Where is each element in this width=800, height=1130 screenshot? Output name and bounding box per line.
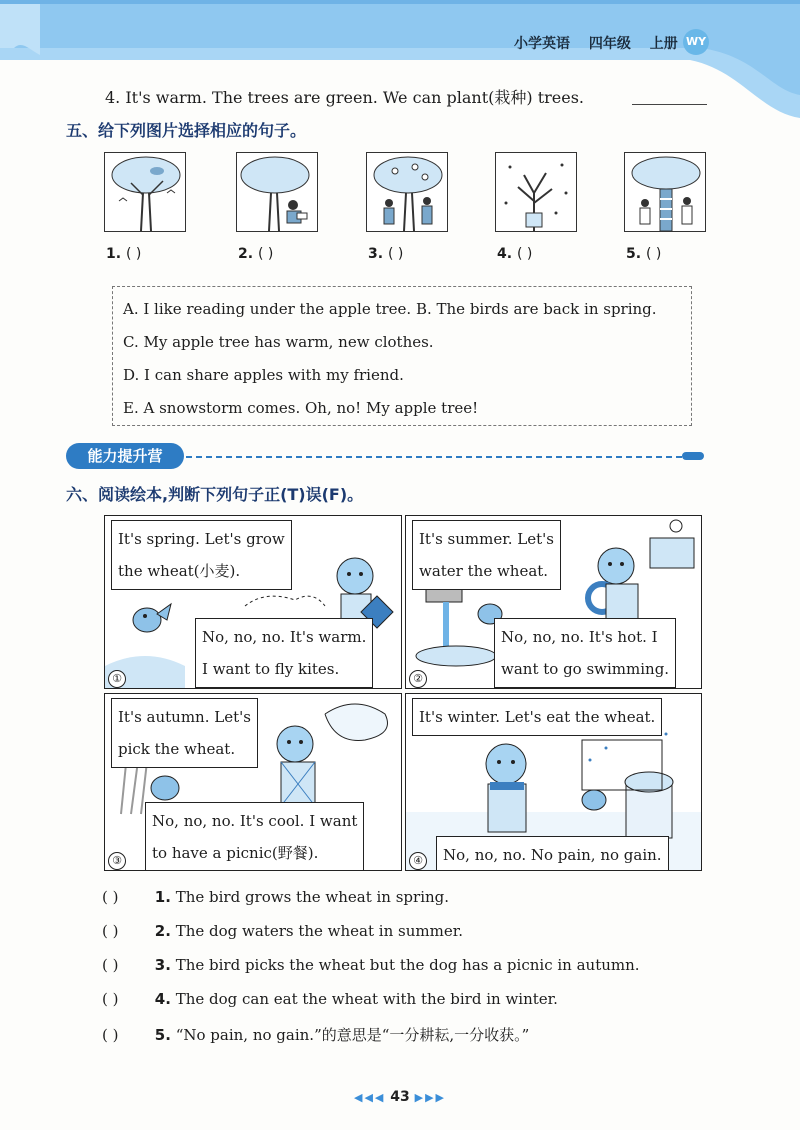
answer-blank-line[interactable] <box>632 104 707 105</box>
tree-clothes-illustration <box>625 153 706 232</box>
speech-bubble-top: It's winter. Let's eat the wheat. <box>412 698 662 736</box>
header-volume: 上册 <box>649 36 678 52</box>
picture-label-5: 5. ( ) <box>626 246 662 262</box>
comic-panel-4 <box>405 693 702 871</box>
answer-paren[interactable]: ( ) <box>102 888 119 906</box>
speech-bubble-top: It's summer. Let's water the wheat. <box>412 520 561 590</box>
sharing-apples-illustration <box>367 153 448 232</box>
picture-label-4: 4. ( ) <box>497 246 533 262</box>
answer-paren-5[interactable]: ( ) <box>645 246 662 262</box>
picture-4 <box>495 152 577 232</box>
answer-paren[interactable]: ( ) <box>102 990 119 1008</box>
options-box <box>112 286 692 426</box>
section6-title: 六、阅读绘本,判断下列句子正(T)误(F)。 <box>66 485 364 504</box>
question-4-line: 4. It's warm. The trees are green. We can plant(栽种) trees. <box>105 88 585 107</box>
ability-banner: 能力提升营 <box>66 443 184 469</box>
answer-paren[interactable]: ( ) <box>102 956 119 974</box>
option-line: D. I can share apples with my friend. <box>123 366 404 384</box>
picture-2 <box>236 152 318 232</box>
answer-paren-4[interactable]: ( ) <box>516 246 533 262</box>
answer-paren[interactable]: ( ) <box>102 1026 119 1044</box>
wy-badge: WY <box>683 29 709 55</box>
reading-under-tree-illustration <box>237 153 318 232</box>
answer-paren[interactable]: ( ) <box>102 922 119 940</box>
comic-panel-3 <box>104 693 402 871</box>
answer-paren-2[interactable]: ( ) <box>257 246 274 262</box>
speech-bubble-top: It's autumn. Let's pick the wheat. <box>111 698 258 768</box>
panel-number: ④ <box>409 852 427 870</box>
panel-number: ② <box>409 670 427 688</box>
header-grade: 四年级 <box>588 36 631 52</box>
picture-3 <box>366 152 448 232</box>
picture-label-3: 3. ( ) <box>368 246 404 262</box>
header-meta <box>514 33 692 53</box>
pencil-icon <box>682 452 704 460</box>
page-footer <box>0 1089 800 1105</box>
picture-5 <box>624 152 706 232</box>
picture-1 <box>104 152 186 232</box>
option-line: A. I like reading under the apple tree. B. The birds are back in spring. <box>123 300 657 318</box>
right-arrows-icon: ▶▶▶ <box>414 1091 446 1104</box>
speech-bubble-top: It's spring. Let's grow the wheat(小麦). <box>111 520 292 590</box>
comic-panel-1 <box>104 515 402 689</box>
answer-paren-3[interactable]: ( ) <box>387 246 404 262</box>
statement-row: ( ) 3. The bird picks the wheat but the dog has a picnic in autumn. <box>102 956 640 974</box>
statement-row: ( ) 2. The dog waters the wheat in summer. <box>102 922 463 940</box>
statement-row: ( ) 5. “No pain, no gain.”的意思是“一分耕耘,一分收获。” <box>102 1026 530 1044</box>
speech-bubble-bottom: No, no, no. It's cool. I want to have a picnic(野餐). <box>145 802 364 871</box>
speech-bubble-bottom: No, no, no. No pain, no gain. <box>436 836 669 871</box>
picture-label-1: 1. ( ) <box>106 246 142 262</box>
banner-divider <box>186 456 682 458</box>
answer-paren-1[interactable]: ( ) <box>125 246 142 262</box>
page-number: 43 <box>390 1089 410 1105</box>
left-arrows-icon: ◀◀◀ <box>353 1091 386 1104</box>
picture-label-2: 2. ( ) <box>238 246 274 262</box>
tree-bird-illustration <box>105 153 186 232</box>
speech-bubble-bottom: No, no, no. It's warm. I want to fly kites. <box>195 618 373 688</box>
option-line: C. My apple tree has warm, new clothes. <box>123 333 434 351</box>
comic-strip <box>104 515 702 871</box>
statement-row: ( ) 1. The bird grows the wheat in spring. <box>102 888 450 906</box>
snowstorm-tree-illustration <box>496 153 577 232</box>
panel-number: ③ <box>108 852 126 870</box>
section5-title: 五、给下列图片选择相应的句子。 <box>66 121 307 140</box>
option-line: E. A snowstorm comes. Oh, no! My apple tree! <box>123 399 479 417</box>
panel-number: ① <box>108 670 126 688</box>
statement-row: ( ) 4. The dog can eat the wheat with the bird in winter. <box>102 990 558 1008</box>
header-subject: 小学英语 <box>514 36 570 52</box>
comic-panel-2 <box>405 515 702 689</box>
speech-bubble-bottom: No, no, no. It's hot. I want to go swimming. <box>494 618 676 688</box>
